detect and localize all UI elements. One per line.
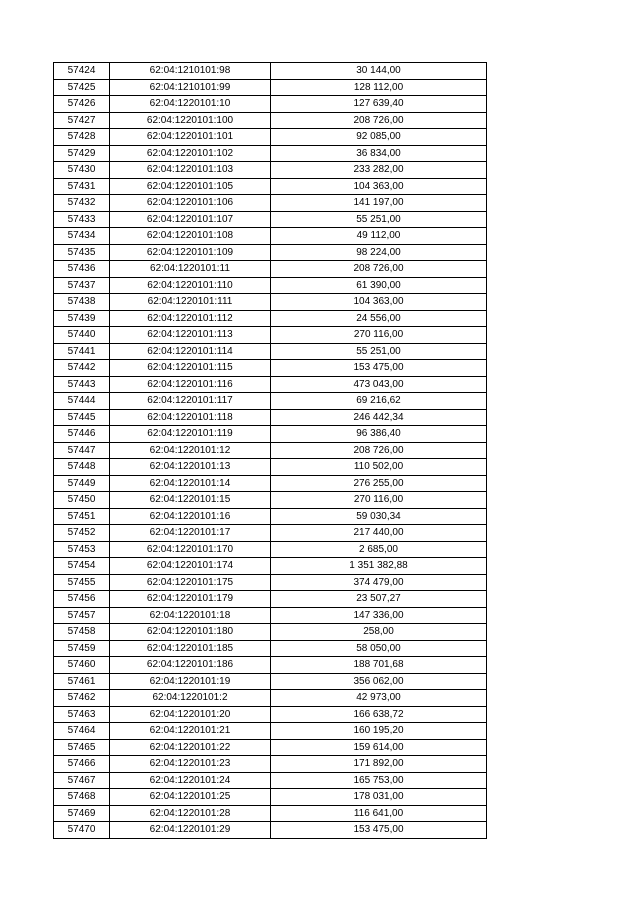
table-row: [54, 343, 487, 360]
value-cell: 141 197,00: [271, 195, 487, 212]
table-row: [54, 492, 487, 509]
cadastral-number-cell: 62:04:1220101:174: [110, 558, 271, 575]
table-row: [54, 228, 487, 245]
cadastral-number-cell: 62:04:1220101:170: [110, 541, 271, 558]
value-cell: 246 442,34: [271, 409, 487, 426]
cadastral-number-cell: 62:04:1220101:14: [110, 475, 271, 492]
value-cell: 188 701,68: [271, 657, 487, 674]
value-cell: 61 390,00: [271, 277, 487, 294]
value-cell: 1 351 382,88: [271, 558, 487, 575]
table-row: [54, 657, 487, 674]
table-row: [54, 591, 487, 608]
row-number-cell: 57467: [54, 772, 110, 789]
row-number-cell: 57450: [54, 492, 110, 509]
value-cell: 92 085,00: [271, 129, 487, 146]
value-cell: 356 062,00: [271, 673, 487, 690]
row-number-cell: 57436: [54, 261, 110, 278]
row-number-cell: 57434: [54, 228, 110, 245]
value-cell: 374 479,00: [271, 574, 487, 591]
table-row: [54, 558, 487, 575]
table-row: [54, 360, 487, 377]
cadastral-number-cell: 62:04:1220101:18: [110, 607, 271, 624]
cadastral-number-cell: 62:04:1220101:20: [110, 706, 271, 723]
cadastral-number-cell: 62:04:1220101:101: [110, 129, 271, 146]
table-row: [54, 129, 487, 146]
row-number-cell: 57446: [54, 426, 110, 443]
row-number-cell: 57453: [54, 541, 110, 558]
cadastral-number-cell: 62:04:1220101:110: [110, 277, 271, 294]
value-cell: 208 726,00: [271, 112, 487, 129]
row-number-cell: 57456: [54, 591, 110, 608]
value-cell: 208 726,00: [271, 442, 487, 459]
cadastral-number-cell: 62:04:1220101:180: [110, 624, 271, 641]
cadastral-number-cell: 62:04:1220101:175: [110, 574, 271, 591]
value-cell: 270 116,00: [271, 492, 487, 509]
cadastral-number-cell: 62:04:1220101:119: [110, 426, 271, 443]
row-number-cell: 57428: [54, 129, 110, 146]
row-number-cell: 57448: [54, 459, 110, 476]
cadastral-number-cell: 62:04:1220101:17: [110, 525, 271, 542]
row-number-cell: 57457: [54, 607, 110, 624]
value-cell: 30 144,00: [271, 63, 487, 80]
value-cell: 58 050,00: [271, 640, 487, 657]
cadastral-number-cell: 62:04:1220101:111: [110, 294, 271, 311]
table-row: [54, 79, 487, 96]
cadastral-number-cell: 62:04:1220101:11: [110, 261, 271, 278]
cadastral-number-cell: 62:04:1210101:98: [110, 63, 271, 80]
cadastral-number-cell: 62:04:1220101:115: [110, 360, 271, 377]
table-row: [54, 789, 487, 806]
table-row: [54, 706, 487, 723]
value-cell: 165 753,00: [271, 772, 487, 789]
table-row: [54, 376, 487, 393]
cadastral-number-cell: 62:04:1220101:10: [110, 96, 271, 113]
table-row: [54, 426, 487, 443]
table-row: [54, 475, 487, 492]
table-row: [54, 723, 487, 740]
row-number-cell: 57440: [54, 327, 110, 344]
cadastral-number-cell: 62:04:1220101:113: [110, 327, 271, 344]
row-number-cell: 57459: [54, 640, 110, 657]
value-cell: 49 112,00: [271, 228, 487, 245]
cadastral-number-cell: 62:04:1220101:28: [110, 805, 271, 822]
table-row: [54, 211, 487, 228]
value-cell: 116 641,00: [271, 805, 487, 822]
cadastral-number-cell: 62:04:1220101:100: [110, 112, 271, 129]
cadastral-number-cell: 62:04:1220101:13: [110, 459, 271, 476]
row-number-cell: 57463: [54, 706, 110, 723]
row-number-cell: 57433: [54, 211, 110, 228]
row-number-cell: 57461: [54, 673, 110, 690]
cadastral-number-cell: 62:04:1220101:114: [110, 343, 271, 360]
row-number-cell: 57445: [54, 409, 110, 426]
cadastral-number-cell: 62:04:1220101:105: [110, 178, 271, 195]
table-row: [54, 756, 487, 773]
table-row: [54, 393, 487, 410]
row-number-cell: 57425: [54, 79, 110, 96]
value-cell: 147 336,00: [271, 607, 487, 624]
row-number-cell: 57465: [54, 739, 110, 756]
table-row: [54, 574, 487, 591]
value-cell: 55 251,00: [271, 343, 487, 360]
cadastral-number-cell: 62:04:1220101:102: [110, 145, 271, 162]
table-row: [54, 640, 487, 657]
cadastral-number-cell: 62:04:1220101:24: [110, 772, 271, 789]
cadastral-number-cell: 62:04:1220101:106: [110, 195, 271, 212]
value-cell: 104 363,00: [271, 294, 487, 311]
row-number-cell: 57464: [54, 723, 110, 740]
row-number-cell: 57470: [54, 822, 110, 839]
row-number-cell: 57424: [54, 63, 110, 80]
row-number-cell: 57441: [54, 343, 110, 360]
table-row: [54, 607, 487, 624]
table-body: [54, 63, 487, 839]
cadastral-number-cell: 62:04:1220101:15: [110, 492, 271, 509]
value-cell: 104 363,00: [271, 178, 487, 195]
value-cell: 208 726,00: [271, 261, 487, 278]
table-row: [54, 162, 487, 179]
value-cell: 217 440,00: [271, 525, 487, 542]
value-cell: 127 639,40: [271, 96, 487, 113]
row-number-cell: 57438: [54, 294, 110, 311]
cadastral-number-cell: 62:04:1220101:2: [110, 690, 271, 707]
row-number-cell: 57443: [54, 376, 110, 393]
value-cell: 270 116,00: [271, 327, 487, 344]
table-row: [54, 508, 487, 525]
table-row: [54, 772, 487, 789]
row-number-cell: 57455: [54, 574, 110, 591]
cadastral-number-cell: 62:04:1220101:22: [110, 739, 271, 756]
row-number-cell: 57444: [54, 393, 110, 410]
value-cell: 178 031,00: [271, 789, 487, 806]
table-row: [54, 624, 487, 641]
row-number-cell: 57447: [54, 442, 110, 459]
cadastral-number-cell: 62:04:1220101:109: [110, 244, 271, 261]
value-cell: 2 685,00: [271, 541, 487, 558]
cadastral-number-cell: 62:04:1220101:19: [110, 673, 271, 690]
cadastral-number-cell: 62:04:1220101:23: [110, 756, 271, 773]
value-cell: 23 507,27: [271, 591, 487, 608]
row-number-cell: 57451: [54, 508, 110, 525]
row-number-cell: 57429: [54, 145, 110, 162]
cadastral-number-cell: 62:04:1220101:25: [110, 789, 271, 806]
value-cell: 160 195,20: [271, 723, 487, 740]
cadastral-number-cell: 62:04:1220101:116: [110, 376, 271, 393]
table-row: [54, 277, 487, 294]
value-cell: 233 282,00: [271, 162, 487, 179]
table-row: [54, 63, 487, 80]
row-number-cell: 57427: [54, 112, 110, 129]
table-row: [54, 96, 487, 113]
value-cell: 473 043,00: [271, 376, 487, 393]
cadastral-number-cell: 62:04:1220101:117: [110, 393, 271, 410]
value-cell: 258,00: [271, 624, 487, 641]
row-number-cell: 57454: [54, 558, 110, 575]
row-number-cell: 57452: [54, 525, 110, 542]
value-cell: 96 386,40: [271, 426, 487, 443]
cadastral-number-cell: 62:04:1220101:107: [110, 211, 271, 228]
row-number-cell: 57439: [54, 310, 110, 327]
value-cell: 55 251,00: [271, 211, 487, 228]
table-row: [54, 244, 487, 261]
value-cell: 153 475,00: [271, 822, 487, 839]
row-number-cell: 57468: [54, 789, 110, 806]
row-number-cell: 57449: [54, 475, 110, 492]
value-cell: 98 224,00: [271, 244, 487, 261]
table-row: [54, 805, 487, 822]
cadastral-number-cell: 62:04:1220101:179: [110, 591, 271, 608]
cadastral-number-cell: 62:04:1220101:103: [110, 162, 271, 179]
row-number-cell: 57460: [54, 657, 110, 674]
value-cell: 171 892,00: [271, 756, 487, 773]
table-row: [54, 541, 487, 558]
value-cell: 69 216,62: [271, 393, 487, 410]
table-row: [54, 310, 487, 327]
cadastral-number-cell: 62:04:1220101:12: [110, 442, 271, 459]
table-row: [54, 409, 487, 426]
row-number-cell: 57437: [54, 277, 110, 294]
cadastral-number-cell: 62:04:1220101:29: [110, 822, 271, 839]
value-cell: 110 502,00: [271, 459, 487, 476]
value-cell: 59 030,34: [271, 508, 487, 525]
row-number-cell: 57458: [54, 624, 110, 641]
cadastral-number-cell: 62:04:1220101:118: [110, 409, 271, 426]
cadastral-number-cell: 62:04:1220101:16: [110, 508, 271, 525]
value-cell: 36 834,00: [271, 145, 487, 162]
cadastral-number-cell: 62:04:1210101:99: [110, 79, 271, 96]
table-row: [54, 690, 487, 707]
data-table: [53, 62, 487, 839]
value-cell: 42 973,00: [271, 690, 487, 707]
table-row: [54, 178, 487, 195]
cadastral-number-cell: 62:04:1220101:112: [110, 310, 271, 327]
table-row: [54, 442, 487, 459]
cadastral-number-cell: 62:04:1220101:185: [110, 640, 271, 657]
row-number-cell: 57426: [54, 96, 110, 113]
table-row: [54, 294, 487, 311]
table-row: [54, 673, 487, 690]
row-number-cell: 57430: [54, 162, 110, 179]
value-cell: 159 614,00: [271, 739, 487, 756]
value-cell: 24 556,00: [271, 310, 487, 327]
table-row: [54, 112, 487, 129]
value-cell: 128 112,00: [271, 79, 487, 96]
table-row: [54, 739, 487, 756]
cadastral-number-cell: 62:04:1220101:21: [110, 723, 271, 740]
table-row: [54, 822, 487, 839]
table-row: [54, 327, 487, 344]
table-row: [54, 459, 487, 476]
row-number-cell: 57435: [54, 244, 110, 261]
row-number-cell: 57466: [54, 756, 110, 773]
table-row: [54, 195, 487, 212]
row-number-cell: 57462: [54, 690, 110, 707]
row-number-cell: 57432: [54, 195, 110, 212]
row-number-cell: 57442: [54, 360, 110, 377]
value-cell: 276 255,00: [271, 475, 487, 492]
table-row: [54, 525, 487, 542]
cadastral-number-cell: 62:04:1220101:186: [110, 657, 271, 674]
value-cell: 153 475,00: [271, 360, 487, 377]
table-row: [54, 145, 487, 162]
cadastral-number-cell: 62:04:1220101:108: [110, 228, 271, 245]
row-number-cell: 57469: [54, 805, 110, 822]
row-number-cell: 57431: [54, 178, 110, 195]
value-cell: 166 638,72: [271, 706, 487, 723]
table-row: [54, 261, 487, 278]
